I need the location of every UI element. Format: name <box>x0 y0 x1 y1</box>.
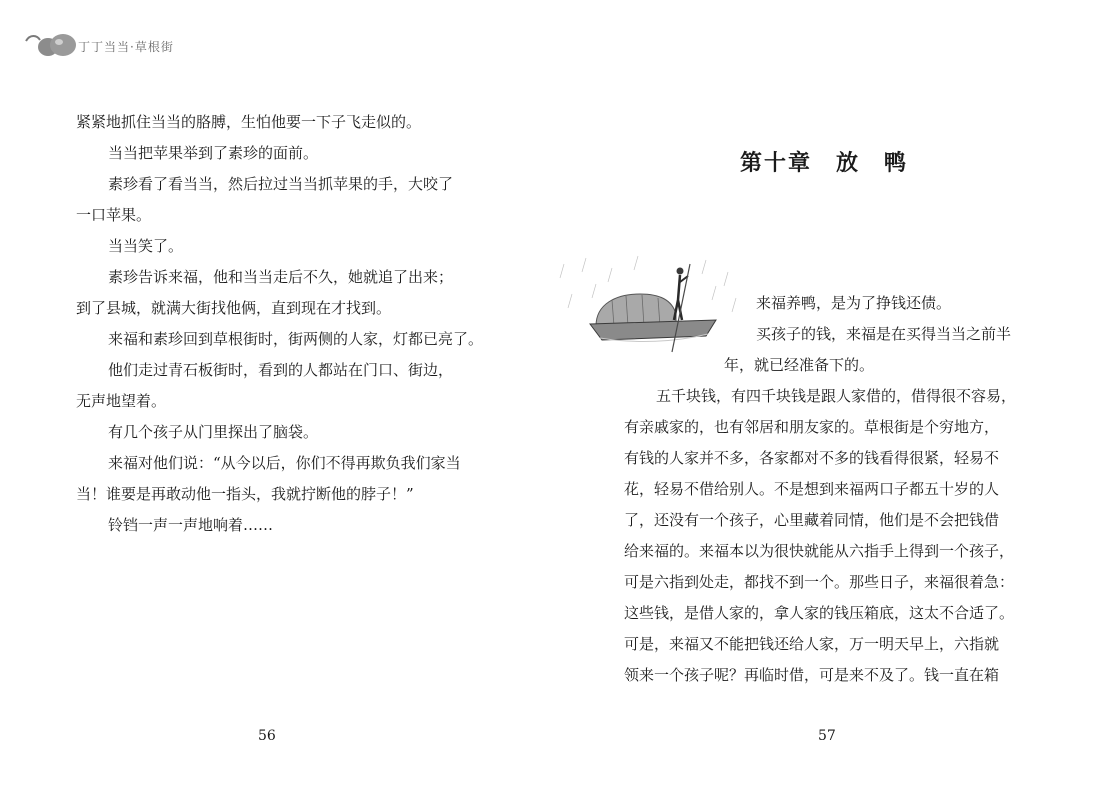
text-line: 来福对他们说：“从今以后，你们不得再欺负我们家当 <box>108 454 461 472</box>
text-line: 他们走过青石板街时，看到的人都站在门口、街边， <box>108 361 454 379</box>
chapter-title: 第十章 放 鸭 <box>740 150 909 176</box>
text-line: 年，就已经准备下的。 <box>724 356 875 374</box>
text-line: 铃铛一声一声地响着…… <box>108 516 274 534</box>
text-line: 可是六指到处走，都找不到一个。那些日子，来福很着急： <box>624 573 1015 591</box>
text-line: 到了县城，就满大街找他俩，直到现在才找到。 <box>76 299 392 317</box>
paragraph <box>76 107 421 138</box>
text-line: 当当把苹果举到了素珍的面前。 <box>108 144 319 162</box>
paragraph <box>108 231 183 262</box>
text-line: 有亲戚家的，也有邻居和朋友家的。草根街是个穷地方， <box>624 418 1000 436</box>
paragraph <box>108 417 318 448</box>
text-line: 紧紧地抓住当当的胳膊，生怕他要一下子飞走似的。 <box>76 113 422 131</box>
paragraph <box>108 138 318 169</box>
paragraph <box>76 169 453 231</box>
text-line: 这些钱，是借人家的，拿人家的钱压箱底，这太不合适了。 <box>624 604 1015 622</box>
paragraph <box>76 262 453 324</box>
text-line: 素珍告诉来福，他和当当走后不久，她就追了出来； <box>108 268 454 286</box>
text-line: 来福和素珍回到草根街时，街两侧的人家，灯都已亮了。 <box>108 330 484 348</box>
text-line: 五千块钱，有四千块钱是跟人家借的，借得很不容易， <box>656 387 1017 405</box>
page-number: 56 <box>258 728 276 744</box>
text-line: 当当笑了。 <box>108 237 184 255</box>
text-line: 可是，来福又不能把钱还给人家，万一明天早上，六指就 <box>624 635 1000 653</box>
paragraph <box>756 288 951 319</box>
text-line: 给来福的。来福本以为很快就能从六指手上得到一个孩子， <box>624 542 1015 560</box>
paragraph <box>624 381 1016 691</box>
text-line: 素珍看了看当当，然后拉过当当抓苹果的手，大咬了 <box>108 175 454 193</box>
text-line: 买孩子的钱，来福是在买得当当之前半 <box>756 325 1012 343</box>
paragraph <box>76 355 453 417</box>
paragraph <box>76 448 461 510</box>
text-line: 一口苹果。 <box>76 206 152 224</box>
series-logo-text: 丁丁当当·草根街 <box>78 40 174 54</box>
text-line: 来福养鸭，是为了挣钱还债。 <box>756 294 952 312</box>
text-line: 花，轻易不借给别人。不是想到来福两口子都五十岁的人 <box>624 480 1000 498</box>
paragraph <box>724 319 1012 381</box>
text-line: 有几个孩子从门里探出了脑袋。 <box>108 423 319 441</box>
page-number: 57 <box>818 728 836 744</box>
paragraph <box>108 510 273 541</box>
text-line: 当！谁要是再敢动他一指头，我就拧断他的脖子！” <box>76 485 414 503</box>
paragraph <box>108 324 483 355</box>
text-line: 领来一个孩子呢？再临时借，可是来不及了。钱一直在箱 <box>624 666 1000 684</box>
right-page <box>548 0 1096 786</box>
text-line: 有钱的人家并不多，各家都对不多的钱看得很紧，轻易不 <box>624 449 1000 467</box>
text-line: 无声地望着。 <box>76 392 167 410</box>
text-line: 了，还没有一个孩子，心里藏着同情，他们是不会把钱借 <box>624 511 1000 529</box>
